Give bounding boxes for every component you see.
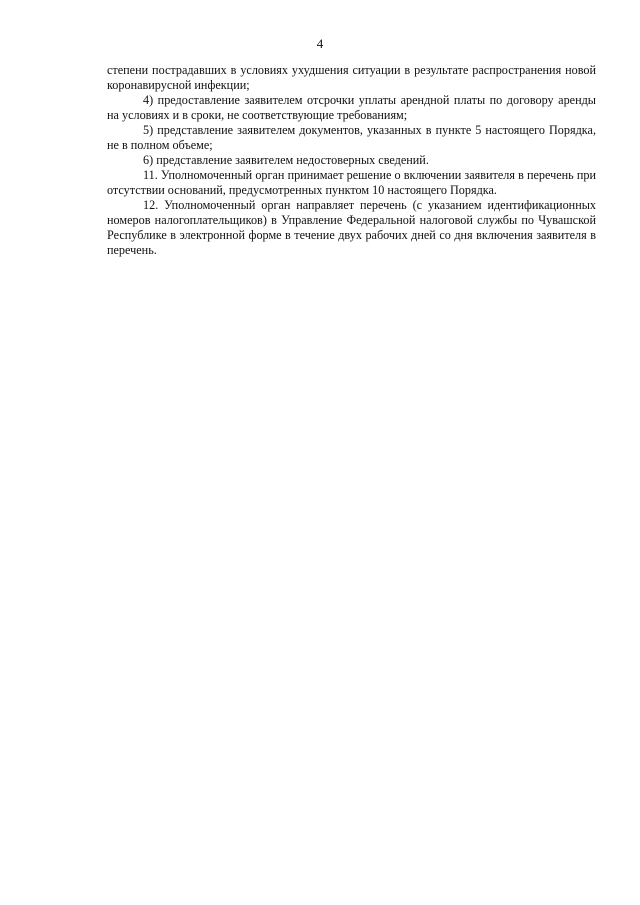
paragraph-item-5: 5) представление заявителем документов, указанных в пункте 5 настоящего Порядка, не в полном объеме; <box>107 123 596 152</box>
paragraph-item-4: 4) предоставление заявителем отсрочки уплаты арендной платы по договору аренды на условиях и в сроки, не соответствующие требованиям; <box>107 93 596 122</box>
document-body <box>107 63 596 258</box>
paragraph-clause-12: 12. Уполномоченный орган направляет перечень (с указанием идентификационных номеров налогоплательщиков) в Управление Федеральной налоговой службы по Чувашской Республике в электронной форме в течение двух рабочих дней со дня включения заявителя в перечень. <box>107 198 596 257</box>
paragraph-clause-11: 11. Уполномоченный орган принимает решение о включении заявителя в перечень при отсутствии оснований, предусмотренных пунктом 10 настоящего Порядка. <box>107 168 596 197</box>
paragraph-continuation: степени пострадавших в условиях ухудшения ситуации в результате распространения новой коронавирусной инфекции; <box>107 63 596 92</box>
page-number: 4 <box>316 36 324 51</box>
paragraph-item-6: 6) представление заявителем недостоверных сведений. <box>143 153 429 167</box>
